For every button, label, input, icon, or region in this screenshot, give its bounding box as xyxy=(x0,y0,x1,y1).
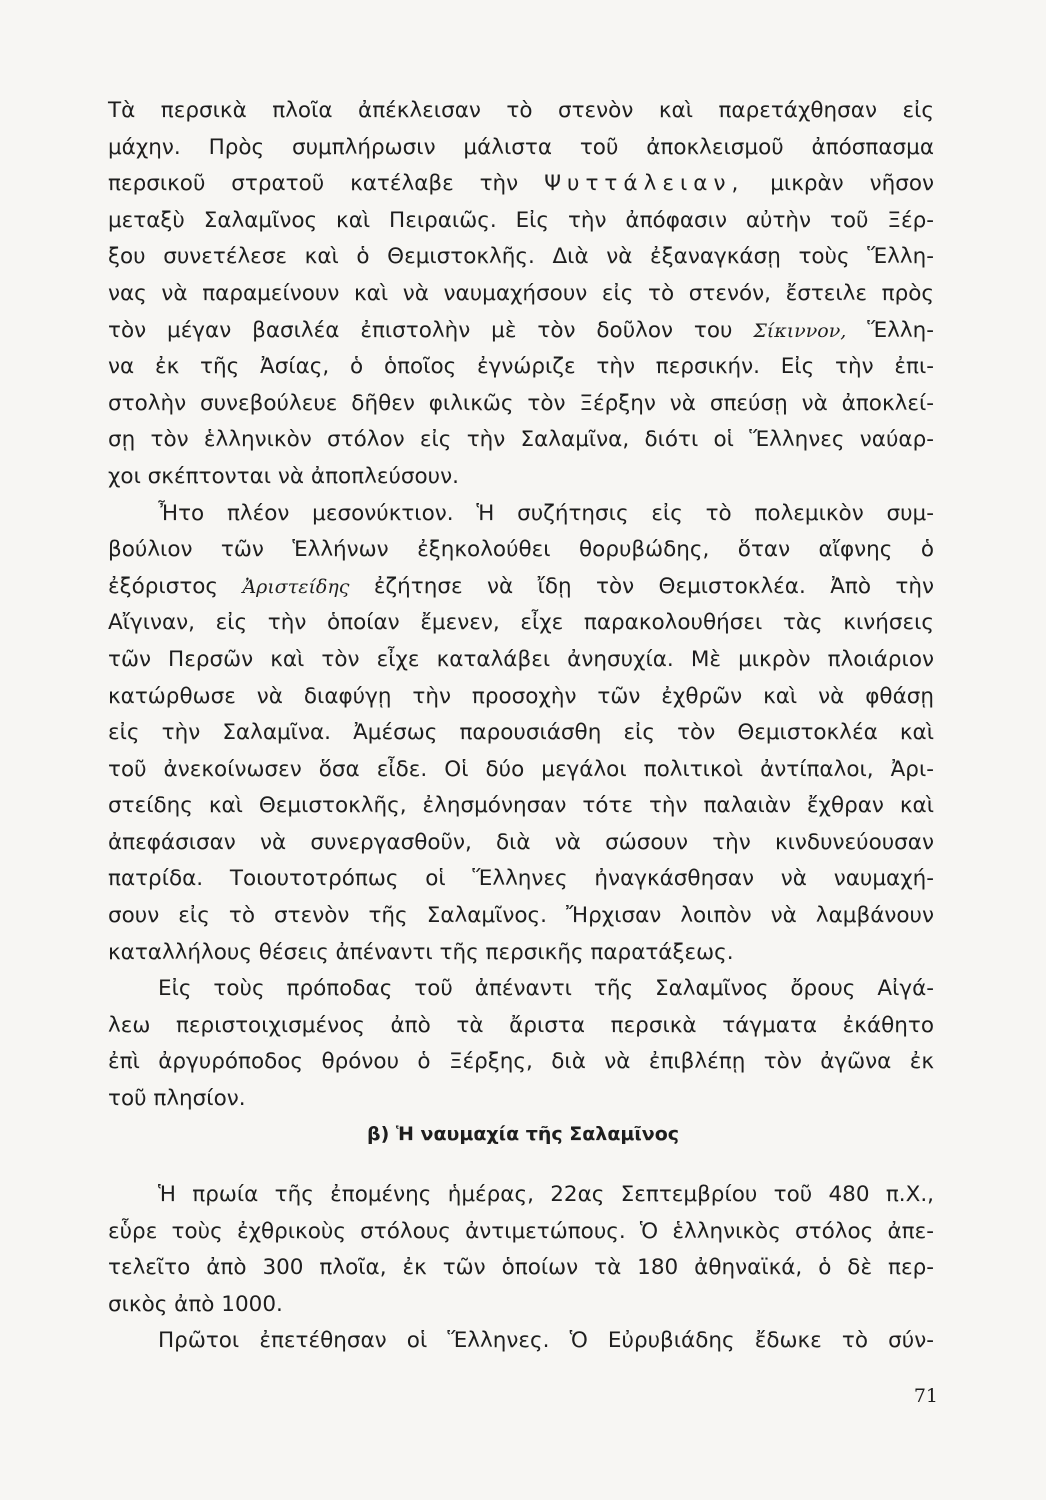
text-line: μεταξὺ Σαλαμῖνος καὶ Πειραιῶς. Εἰς τὴν ἀπόφασιν αὐτὴν τοῦ Ξέρ- xyxy=(108,207,934,233)
text-line xyxy=(108,166,934,203)
text-line xyxy=(108,569,934,606)
main-text-block xyxy=(108,93,934,1118)
text-line: Εἰς τοὺς πρόποδας τοῦ ἀπέναντι τῆς Σαλαμῖνος ὄρους Αἰγά- xyxy=(158,976,934,1002)
text-line: χοι σκέπτονται νὰ ἀποπλεύσουν. xyxy=(108,463,459,489)
text-segment: τὸν μέγαν βασιλέα ἐπιστολὴν μὲ τὸν δοῦλον του xyxy=(108,317,733,343)
text-line: κατώρθωσε νὰ διαφύγῃ τὴν προσοχὴν τῶν ἐχθρῶν καὶ νὰ φθάσῃ xyxy=(108,683,934,709)
text-line: ξου συνετέλεσε καὶ ὁ Θεμιστοκλῆς. Διὰ νὰ ἐξαναγκάσῃ τοὺς Ἕλλη- xyxy=(108,244,934,270)
text-line: ἀπεφάσισαν νὰ συνεργασθοῦν, διὰ νὰ σώσουν τὴν κινδυνεύουσαν xyxy=(108,829,934,855)
main-text-block-2 xyxy=(108,1177,934,1360)
text-line: στείδης καὶ Θεμιστοκλῆς, ἐλησμόνησαν τότε τὴν παλαιὰν ἔχθραν καὶ xyxy=(108,793,934,819)
text-segment: μικρὰν νῆσον xyxy=(770,171,934,197)
text-line: σουν εἰς τὸ στενὸν τῆς Σαλαμῖνος. Ἤρχισαν λοιπὸν νὰ λαμβάνουν xyxy=(108,903,934,929)
text-line: εἰς τὴν Σαλαμῖνα. Ἀμέσως παρουσιάσθη εἰς τὸν Θεμιστοκλέα καὶ xyxy=(108,720,934,746)
text-line: στολὴν συνεβούλευε δῆθεν φιλικῶς τὸν Ξέρξην νὰ σπεύσῃ νὰ ἀποκλεί- xyxy=(108,390,934,416)
text-line: μάχην. Πρὸς συμπλήρωσιν μάλιστα τοῦ ἀποκλεισμοῦ ἀπόσπασμα xyxy=(108,134,934,160)
text-line: τοῦ ἀνεκοίνωσεν ὅσα εἶδε. Οἱ δύο μεγάλοι πολιτικοὶ ἀντίπαλοι, Ἀρι- xyxy=(108,756,934,782)
text-line: Ἡ πρωία τῆς ἐπομένης ἡμέρας, 22ας Σεπτεμβρίου τοῦ 480 π.Χ., xyxy=(158,1182,934,1207)
text-line: πατρίδα. Τοιουτοτρόπως οἱ Ἕλληνες ἠναγκάσθησαν νὰ ναυμαχή- xyxy=(108,866,934,892)
text-segment: ἐξόριστος xyxy=(108,573,219,599)
text-line xyxy=(108,313,934,350)
text-line: τοῦ πλησίον. xyxy=(108,1086,246,1112)
text-line: ἐπὶ ἀργυρόποδος θρόνου ὁ Ξέρξης, διὰ νὰ ἐπιβλέπῃ τὸν ἀγῶνα ἐκ xyxy=(108,1049,934,1075)
text-segment: περσικοῦ στρατοῦ κατέλαβε τὴν xyxy=(108,171,519,197)
text-line: Ἦτο πλέον μεσονύκτιον. Ἡ συζήτησις εἰς τὸ πολεμικὸν συμ- xyxy=(158,500,934,526)
section-heading: β) Ἡ ναυμαχία τῆς Σαλαμῖνος xyxy=(366,1123,680,1145)
text-segment: Ἕλλη- xyxy=(867,317,934,343)
paragraph-2 xyxy=(108,496,934,972)
text-line: νας νὰ παραμείνουν καὶ νὰ ναυμαχήσουν εἰς τὸ στενόν, ἔστειλε πρὸς xyxy=(108,280,934,306)
text-line: εὗρε τοὺς ἐχθρικοὺς στόλους ἀντιμετώπους. Ὁ ἑλληνικὸς στόλος ἀπε- xyxy=(108,1218,934,1244)
text-line: τῶν Περσῶν καὶ τὸν εἶχε καταλάβει ἀνησυχία. Μὲ μικρὸν πλοιάριον xyxy=(108,646,934,672)
paragraph-4 xyxy=(108,1177,934,1323)
page-number: 71 xyxy=(913,1385,938,1407)
text-line: τελεῖτο ἀπὸ 300 πλοῖα, ἐκ τῶν ὁποίων τὰ 180 ἀθηναϊκά, ὁ δὲ περ- xyxy=(108,1255,934,1281)
text-line: Αἴγιναν, εἰς τὴν ὁποίαν ἔμενεν, εἶχε παρακολουθήσει τὰς κινήσεις xyxy=(108,610,934,636)
text-line: καταλλήλους θέσεις ἀπέναντι τῆς περσικῆς παρατάξεως. xyxy=(108,939,734,965)
italic-name: Ἀριστείδης xyxy=(242,575,350,598)
text-segment: ἐζήτησε νὰ ἴδῃ τὸν Θεμιστοκλέα. Ἀπὸ τὴν xyxy=(373,573,935,599)
italic-name: Σίκιννον, xyxy=(753,319,847,342)
text-line: βούλιον τῶν Ἑλλήνων ἐξηκολούθει θορυβώδης, ὅταν αἴφνης ὁ xyxy=(108,537,934,563)
text-line: σῃ τὸν ἑλληνικὸν στόλον εἰς τὴν Σαλαμῖνα, διότι οἱ Ἕλληνες ναύαρ- xyxy=(108,427,934,453)
text-line: να ἐκ τῆς Ἀσίας, ὁ ὁποῖος ἐγνώριζε τὴν περσικήν. Εἰς τὴν ἐπι- xyxy=(108,354,934,380)
paragraph-1 xyxy=(108,93,934,496)
spaced-place-name: Ψυττάλειαν, xyxy=(544,171,745,197)
paragraph-3 xyxy=(108,971,934,1117)
text-line: λεω περιστοιχισμένος ἀπὸ τὰ ἄριστα περσικὰ τάγματα ἐκάθητο xyxy=(108,1012,934,1038)
text-line: Πρῶτοι ἐπετέθησαν οἱ Ἕλληνες. Ὁ Εὐρυβιάδης ἔδωκε τὸ σύν- xyxy=(158,1328,934,1354)
text-line: σικὸς ἀπὸ 1000. xyxy=(108,1291,283,1317)
paragraph-5 xyxy=(108,1323,934,1360)
text-line: Τὰ περσικὰ πλοῖα ἀπέκλεισαν τὸ στενὸν καὶ παρετάχθησαν εἰς xyxy=(108,98,934,123)
